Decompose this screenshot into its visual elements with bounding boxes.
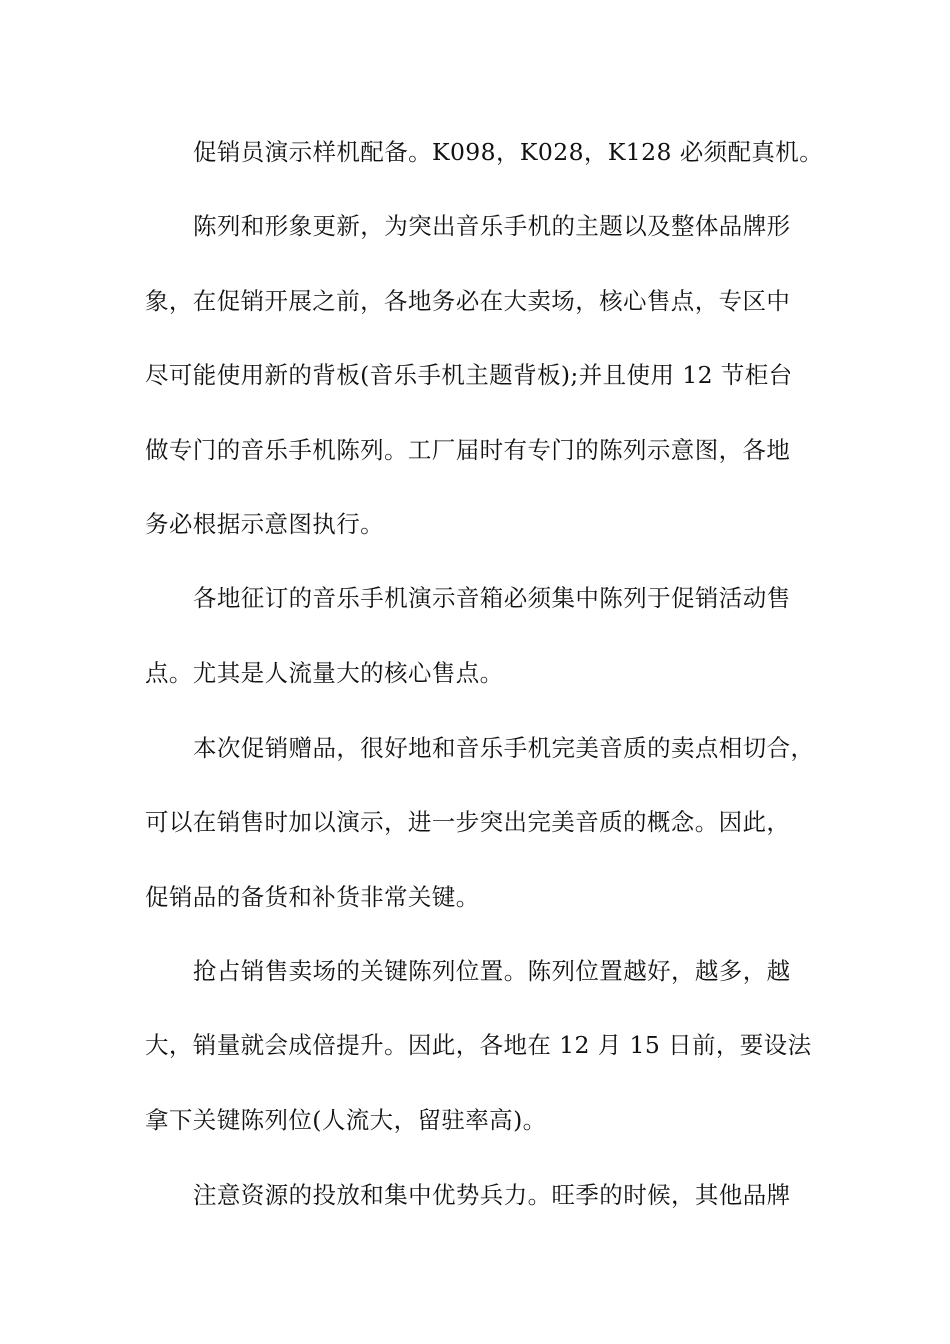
text-line: 促销员演示样机配备。K098，K028，K128 必须配真机。 (193, 138, 824, 166)
text-line: 务必根据示意图执行。 (145, 510, 384, 538)
text-line: 各地征订的音乐手机演示音箱必须集中陈列于促销活动售 (193, 584, 791, 612)
text-line: 抢占销售卖场的关键陈列位置。陈列位置越好，越多，越 (193, 957, 791, 985)
text-line: 尽可能使用新的背板(音乐手机主题背板);并且使用 12 节柜台 (145, 361, 793, 389)
text-line: 点。尤其是人流量大的核心售点。 (145, 659, 504, 687)
text-line: 拿下关键陈列位(人流大，留驻率高)。 (145, 1106, 547, 1134)
text-line: 注意资源的投放和集中优势兵力。旺季的时候，其他品牌 (193, 1181, 791, 1209)
text-line: 陈列和形象更新，为突出音乐手机的主题以及整体品牌形 (193, 212, 791, 240)
text-line: 可以在销售时加以演示，进一步突出完美音质的概念。因此， (145, 808, 791, 836)
text-line: 促销品的备货和补货非常关键。 (145, 883, 480, 911)
text-line: 本次促销赠品，很好地和音乐手机完美音质的卖点相切合， (193, 734, 815, 762)
text-line: 做专门的音乐手机陈列。工厂届时有专门的陈列示意图，各地 (145, 436, 791, 464)
text-line: 象，在促销开展之前，各地务必在大卖场，核心售点，专区中 (145, 287, 791, 315)
text-line: 大，销量就会成倍提升。因此，各地在 12 月 15 日前，要设法 (145, 1031, 812, 1059)
